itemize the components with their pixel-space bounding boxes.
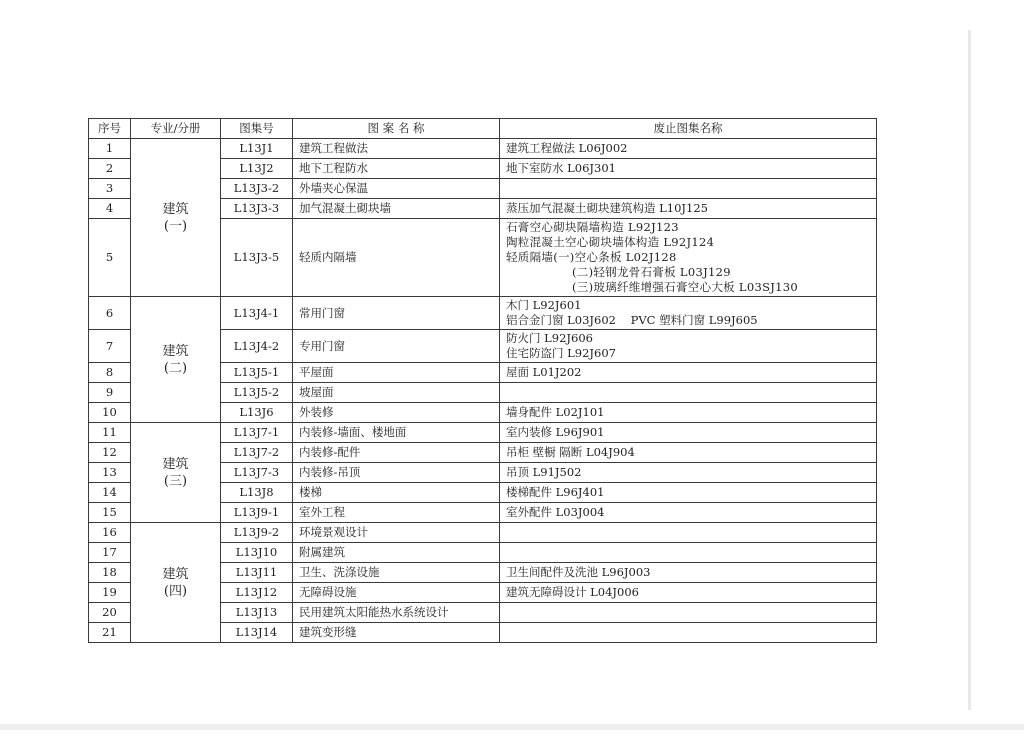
obsolete-name: 吊柜 壁橱 隔断 L04J904 [500, 443, 877, 463]
obsolete-name: 地下室防水 L06J301 [500, 159, 877, 179]
atlas-name: 外装修 [293, 403, 500, 423]
atlas-code: L13J9-2 [221, 523, 293, 543]
obsolete-name: 蒸压加气混凝土砌块建筑构造 L10J125 [500, 199, 877, 219]
atlas-name: 建筑工程做法 [293, 139, 500, 159]
row-number: 8 [89, 363, 131, 383]
atlas-name: 建筑变形缝 [293, 623, 500, 643]
row-number: 12 [89, 443, 131, 463]
atlas-name: 内装修-配件 [293, 443, 500, 463]
row-number: 2 [89, 159, 131, 179]
volume-label: 建筑 [162, 456, 189, 472]
obsolete-name [500, 297, 877, 330]
obsolete-name: 室外配件 L03J004 [500, 503, 877, 523]
atlas-code: L13J1 [221, 139, 293, 159]
row-number: 3 [89, 179, 131, 199]
table-row [89, 523, 877, 543]
atlas-name: 内装修-吊顶 [293, 463, 500, 483]
obsolete-line: 轻质隔墙(一)空心条板 L02J128 [506, 250, 677, 264]
atlas-code: L13J7-2 [221, 443, 293, 463]
obsolete-name: 屋面 L01J202 [500, 363, 877, 383]
atlas-name: 地下工程防水 [293, 159, 500, 179]
atlas-code: L13J5-1 [221, 363, 293, 383]
obsolete-line: (三)玻璃纤维增强石膏空心大板 L03SJ130 [572, 280, 799, 294]
atlas-name: 外墙夹心保温 [293, 179, 500, 199]
table-row [89, 423, 877, 443]
atlas-code: L13J11 [221, 563, 293, 583]
atlas-code: L13J2 [221, 159, 293, 179]
atlas-code: L13J9-1 [221, 503, 293, 523]
obsolete-name [500, 330, 877, 363]
volume-cell [131, 297, 221, 423]
volume-cell [131, 423, 221, 523]
obsolete-line: 防火门 L92J606 [506, 331, 593, 345]
row-number: 13 [89, 463, 131, 483]
obsolete-line: 石膏空心砌块隔墙构造 L92J123 [506, 220, 679, 234]
obsolete-line: (二)轻钢龙骨石膏板 L03J129 [572, 265, 731, 279]
header-volume: 专业/分册 [131, 119, 221, 139]
atlas-code: L13J14 [221, 623, 293, 643]
obsolete-line: 陶粒混凝土空心砌块墙体构造 L92J124 [506, 235, 715, 249]
row-number: 10 [89, 403, 131, 423]
obsolete-name [500, 179, 877, 199]
obsolete-name [500, 603, 877, 623]
row-number: 17 [89, 543, 131, 563]
row-number: 16 [89, 523, 131, 543]
atlas-code: L13J3-5 [221, 219, 293, 297]
atlas-code: L13J7-3 [221, 463, 293, 483]
obsolete-name [500, 523, 877, 543]
row-number: 19 [89, 583, 131, 603]
atlas-name: 附属建筑 [293, 543, 500, 563]
row-number: 6 [89, 297, 131, 330]
obsolete-name: 墙身配件 L02J101 [500, 403, 877, 423]
volume-number: (四) [163, 583, 188, 599]
atlas-code: L13J4-2 [221, 330, 293, 363]
obsolete-name: 卫生间配件及洗池 L96J003 [500, 563, 877, 583]
atlas-name: 楼梯 [293, 483, 500, 503]
atlas-code: L13J13 [221, 603, 293, 623]
volume-label: 建筑 [162, 343, 189, 359]
atlas-code: L13J10 [221, 543, 293, 563]
atlas-code: L13J4-1 [221, 297, 293, 330]
atlas-name: 轻质内隔墙 [293, 219, 500, 297]
obsolete-line: 住宅防盗门 L92J607 [506, 346, 616, 360]
atlas-name: 坡屋面 [293, 383, 500, 403]
atlas-name: 民用建筑太阳能热水系统设计 [293, 603, 500, 623]
row-number: 4 [89, 199, 131, 219]
standard-atlas-table [88, 118, 877, 643]
atlas-name: 无障碍设施 [293, 583, 500, 603]
volume-number: (二) [163, 360, 188, 376]
row-number: 20 [89, 603, 131, 623]
volume-number: (三) [163, 473, 188, 489]
row-number: 7 [89, 330, 131, 363]
row-number: 1 [89, 139, 131, 159]
atlas-code: L13J12 [221, 583, 293, 603]
volume-number: (一) [163, 218, 188, 234]
table-row [89, 139, 877, 159]
obsolete-name: 楼梯配件 L96J401 [500, 483, 877, 503]
atlas-code: L13J6 [221, 403, 293, 423]
atlas-name: 内装修-墙面、楼地面 [293, 423, 500, 443]
row-number: 14 [89, 483, 131, 503]
obsolete-name [500, 219, 877, 297]
volume-label: 建筑 [162, 201, 189, 217]
header-obsolete-name: 废止图集名称 [500, 119, 877, 139]
row-number: 9 [89, 383, 131, 403]
page-edge-shadow [968, 30, 971, 710]
atlas-name: 室外工程 [293, 503, 500, 523]
row-number: 21 [89, 623, 131, 643]
atlas-name: 卫生、洗涤设施 [293, 563, 500, 583]
obsolete-name: 室内装修 L96J901 [500, 423, 877, 443]
atlas-code: L13J7-1 [221, 423, 293, 443]
table-header-row [89, 119, 877, 139]
row-number: 5 [89, 219, 131, 297]
obsolete-name [500, 543, 877, 563]
volume-cell [131, 139, 221, 297]
atlas-name: 环境景观设计 [293, 523, 500, 543]
header-serial: 序号 [89, 119, 131, 139]
atlas-code: L13J3-2 [221, 179, 293, 199]
obsolete-name [500, 623, 877, 643]
obsolete-name: 建筑工程做法 L06J002 [500, 139, 877, 159]
header-atlas-code: 图集号 [221, 119, 293, 139]
atlas-code: L13J8 [221, 483, 293, 503]
atlas-code: L13J5-2 [221, 383, 293, 403]
obsolete-line: 木门 L92J601 [506, 298, 582, 312]
row-number: 15 [89, 503, 131, 523]
obsolete-name [500, 383, 877, 403]
table-row [89, 297, 877, 330]
atlas-code: L13J3-3 [221, 199, 293, 219]
atlas-name: 加气混凝土砌块墙 [293, 199, 500, 219]
obsolete-line: 铝合金门窗 L03J602 PVC 塑料门窗 L99J605 [506, 313, 758, 327]
page-edge-shadow [0, 724, 1024, 730]
atlas-name: 常用门窗 [293, 297, 500, 330]
obsolete-name: 建筑无障碍设计 L04J006 [500, 583, 877, 603]
header-atlas-name: 图 案 名 称 [293, 119, 500, 139]
row-number: 11 [89, 423, 131, 443]
atlas-name: 专用门窗 [293, 330, 500, 363]
volume-label: 建筑 [162, 566, 189, 582]
obsolete-name: 吊顶 L91J502 [500, 463, 877, 483]
volume-cell [131, 523, 221, 643]
atlas-name: 平屋面 [293, 363, 500, 383]
row-number: 18 [89, 563, 131, 583]
